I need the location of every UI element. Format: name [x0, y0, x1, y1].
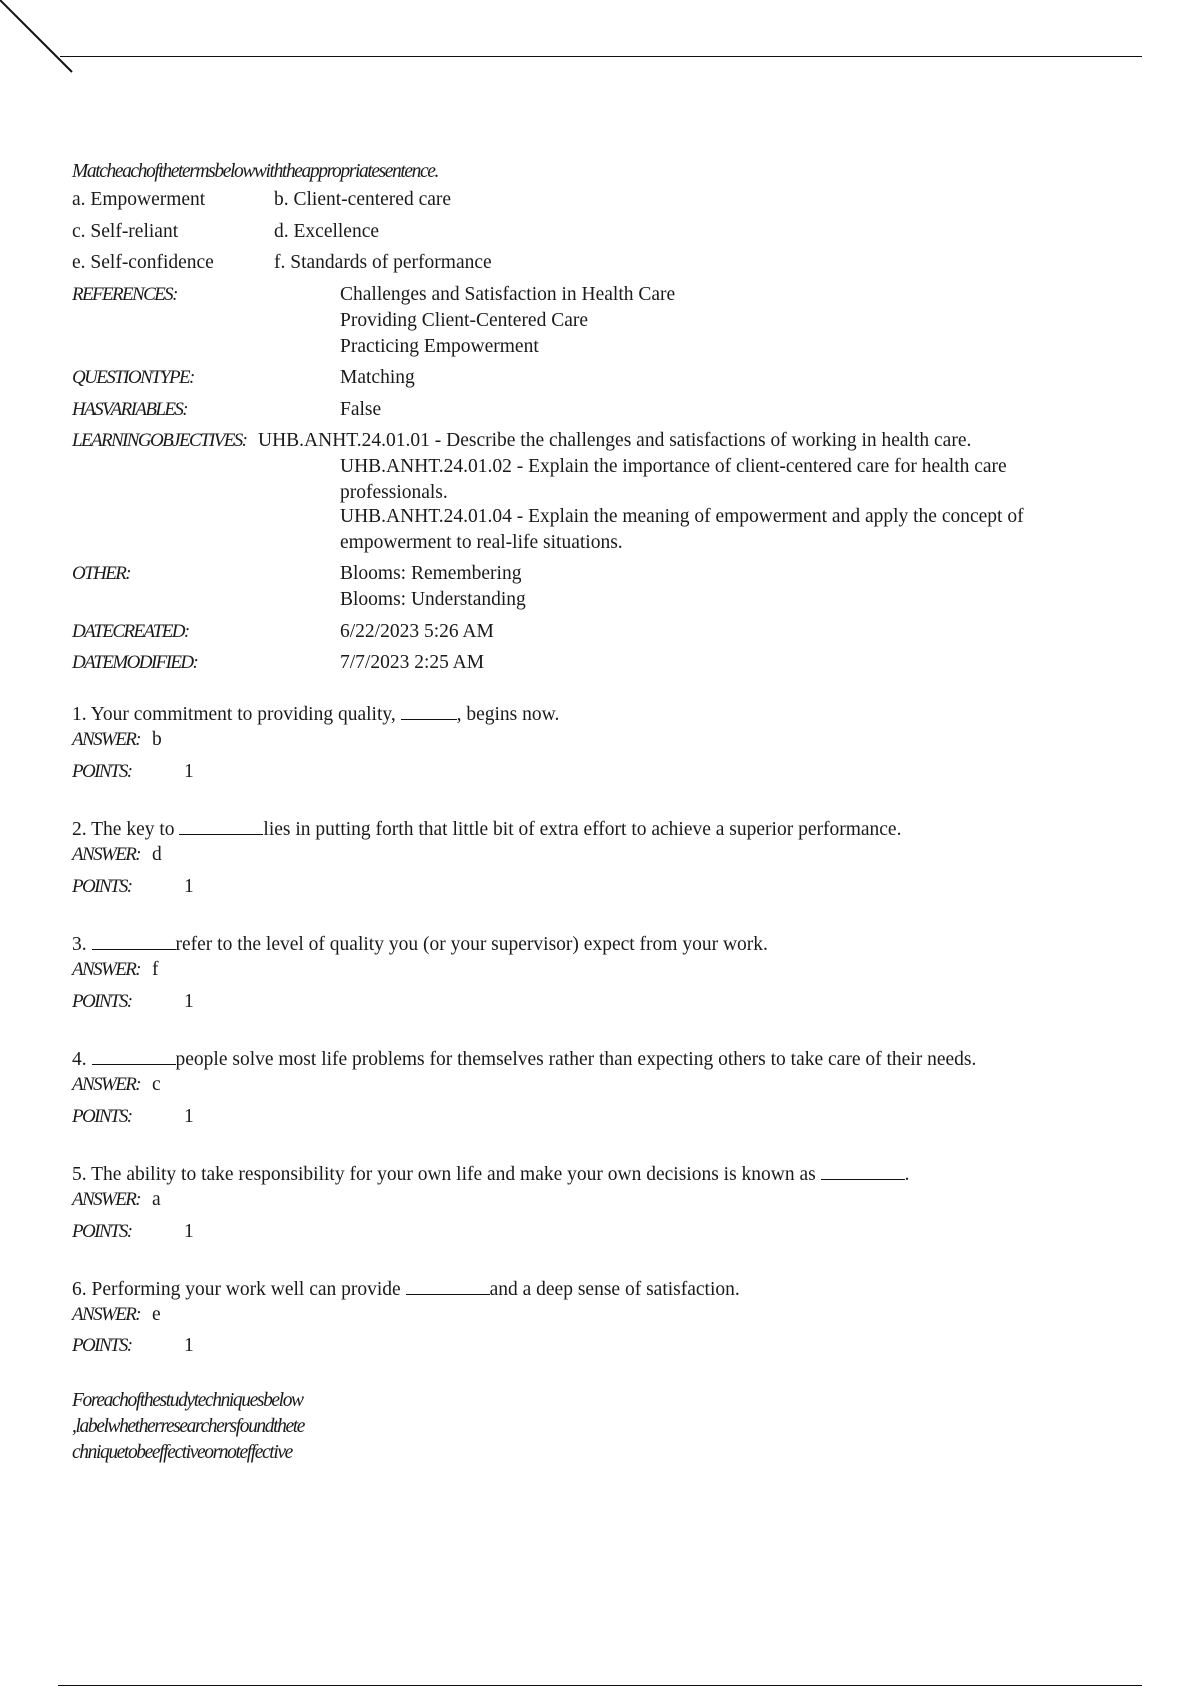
question-1 — [72, 701, 559, 726]
question-3 — [72, 931, 768, 956]
answer-blank — [92, 1046, 176, 1065]
points-value: 1 — [184, 1335, 194, 1356]
answer-blank — [821, 1161, 905, 1180]
reference-1: Challenges and Satisfaction in Health Care — [340, 284, 676, 305]
points-label: POINTS: — [72, 1106, 132, 1127]
answer-label: ANSWER: — [72, 729, 140, 750]
question-5 — [72, 1161, 910, 1186]
question-2 — [72, 816, 901, 841]
question-type-value: Matching — [340, 367, 415, 388]
references-label: REFERENCES: — [72, 284, 177, 305]
answer-label: ANSWER: — [72, 959, 140, 980]
points-label: POINTS: — [72, 1221, 132, 1242]
question-type-label: QUESTIONTYPE: — [72, 367, 194, 388]
answer-value: b — [152, 729, 162, 750]
points-value: 1 — [184, 1106, 194, 1127]
question-text: 5. The ability to take responsibility for your own life and make your own decisions is known as — [72, 1164, 821, 1185]
points-value: 1 — [184, 876, 194, 897]
footer-rule — [58, 1685, 1142, 1686]
answer-value: d — [152, 844, 162, 865]
answer-blank — [406, 1276, 490, 1295]
learning-objective-3: UHB.ANHT.24.01.04 - Explain the meaning of empowerment and apply the concept of — [340, 506, 1024, 527]
answer-value: e — [152, 1304, 161, 1325]
learning-objective-2: UHB.ANHT.24.01.02 - Explain the importance of client-centered care for health care — [340, 456, 1007, 477]
date-modified-label: DATEMODIFIED: — [72, 652, 198, 673]
question-text-end: . — [904, 1164, 910, 1185]
learning-objective-2-cont: professionals. — [340, 482, 448, 503]
learning-objective-1: UHB.ANHT.24.01.01 - Describe the challenges and satisfactions of working in health care. — [258, 430, 972, 451]
question-6 — [72, 1276, 740, 1301]
question-text-end: people solve most life problems for themselves rather than expecting others to take care of their needs. — [175, 1049, 977, 1070]
header-rule — [60, 56, 1142, 57]
term-c: c. Self-reliant — [72, 221, 179, 242]
other-label: OTHER: — [72, 563, 130, 584]
date-modified-value: 7/7/2023 2:25 AM — [340, 652, 485, 673]
reference-2: Providing Client-Centered Care — [340, 310, 589, 331]
learning-objectives-label: LEARNINGOBJECTIVES: — [72, 430, 247, 451]
answer-value: c — [152, 1074, 161, 1095]
date-created-label: DATECREATED: — [72, 621, 189, 642]
term-a: a. Empowerment — [72, 189, 206, 210]
has-variables-label: HASVARIABLES: — [72, 399, 187, 420]
date-created-value: 6/22/2023 5:26 AM — [340, 621, 494, 642]
question-text: 4. — [72, 1049, 92, 1070]
points-value: 1 — [184, 1221, 194, 1242]
question-text: 3. — [72, 934, 92, 955]
study-instructions-line-2: ,labelwhetherresearchersfoundthete — [72, 1416, 305, 1437]
question-text-end: refer to the level of quality you (or your supervisor) expect from your work. — [175, 934, 768, 955]
question-text-end: , begins now. — [456, 704, 560, 725]
term-d: d. Excellence — [274, 221, 380, 242]
answer-blank — [92, 931, 176, 950]
study-instructions-line-1: Foreachofthestudytechniquesbelow — [72, 1390, 303, 1411]
term-e: e. Self-confidence — [72, 252, 214, 273]
question-text: 1. Your commitment to providing quality, — [72, 704, 401, 725]
has-variables-value: False — [340, 399, 382, 420]
other-bloom-1: Blooms: Remembering — [340, 563, 522, 584]
points-value: 1 — [184, 761, 194, 782]
points-value: 1 — [184, 991, 194, 1012]
answer-label: ANSWER: — [72, 1074, 140, 1095]
reference-3: Practicing Empowerment — [340, 336, 539, 357]
term-b: b. Client-centered care — [274, 189, 452, 210]
question-text: 6. Performing your work well can provide — [72, 1279, 406, 1300]
points-label: POINTS: — [72, 761, 132, 782]
answer-value: a — [152, 1189, 161, 1210]
answer-blank — [179, 816, 263, 835]
question-text-end: lies in putting forth that little bit of extra effort to achieve a superior performance. — [263, 819, 902, 840]
corner-mark — [0, 0, 80, 80]
other-bloom-2: Blooms: Understanding — [340, 589, 526, 610]
term-f: f. Standards of performance — [274, 252, 492, 273]
answer-label: ANSWER: — [72, 844, 140, 865]
question-4 — [72, 1046, 976, 1071]
points-label: POINTS: — [72, 876, 132, 897]
points-label: POINTS: — [72, 991, 132, 1012]
question-text-end: and a deep sense of satisfaction. — [489, 1279, 740, 1300]
question-text: 2. The key to — [72, 819, 180, 840]
study-instructions-line-3: chniquetobeeffectiveornoteffective — [72, 1442, 292, 1463]
matching-instructions: Matcheachofthetermsbelowwiththeappropriatesentence. — [72, 161, 438, 182]
answer-value: f — [152, 959, 159, 980]
answer-label: ANSWER: — [72, 1304, 140, 1325]
learning-objective-3-cont: empowerment to real-life situations. — [340, 532, 623, 553]
answer-label: ANSWER: — [72, 1189, 140, 1210]
answer-blank — [401, 701, 457, 720]
points-label: POINTS: — [72, 1335, 132, 1356]
